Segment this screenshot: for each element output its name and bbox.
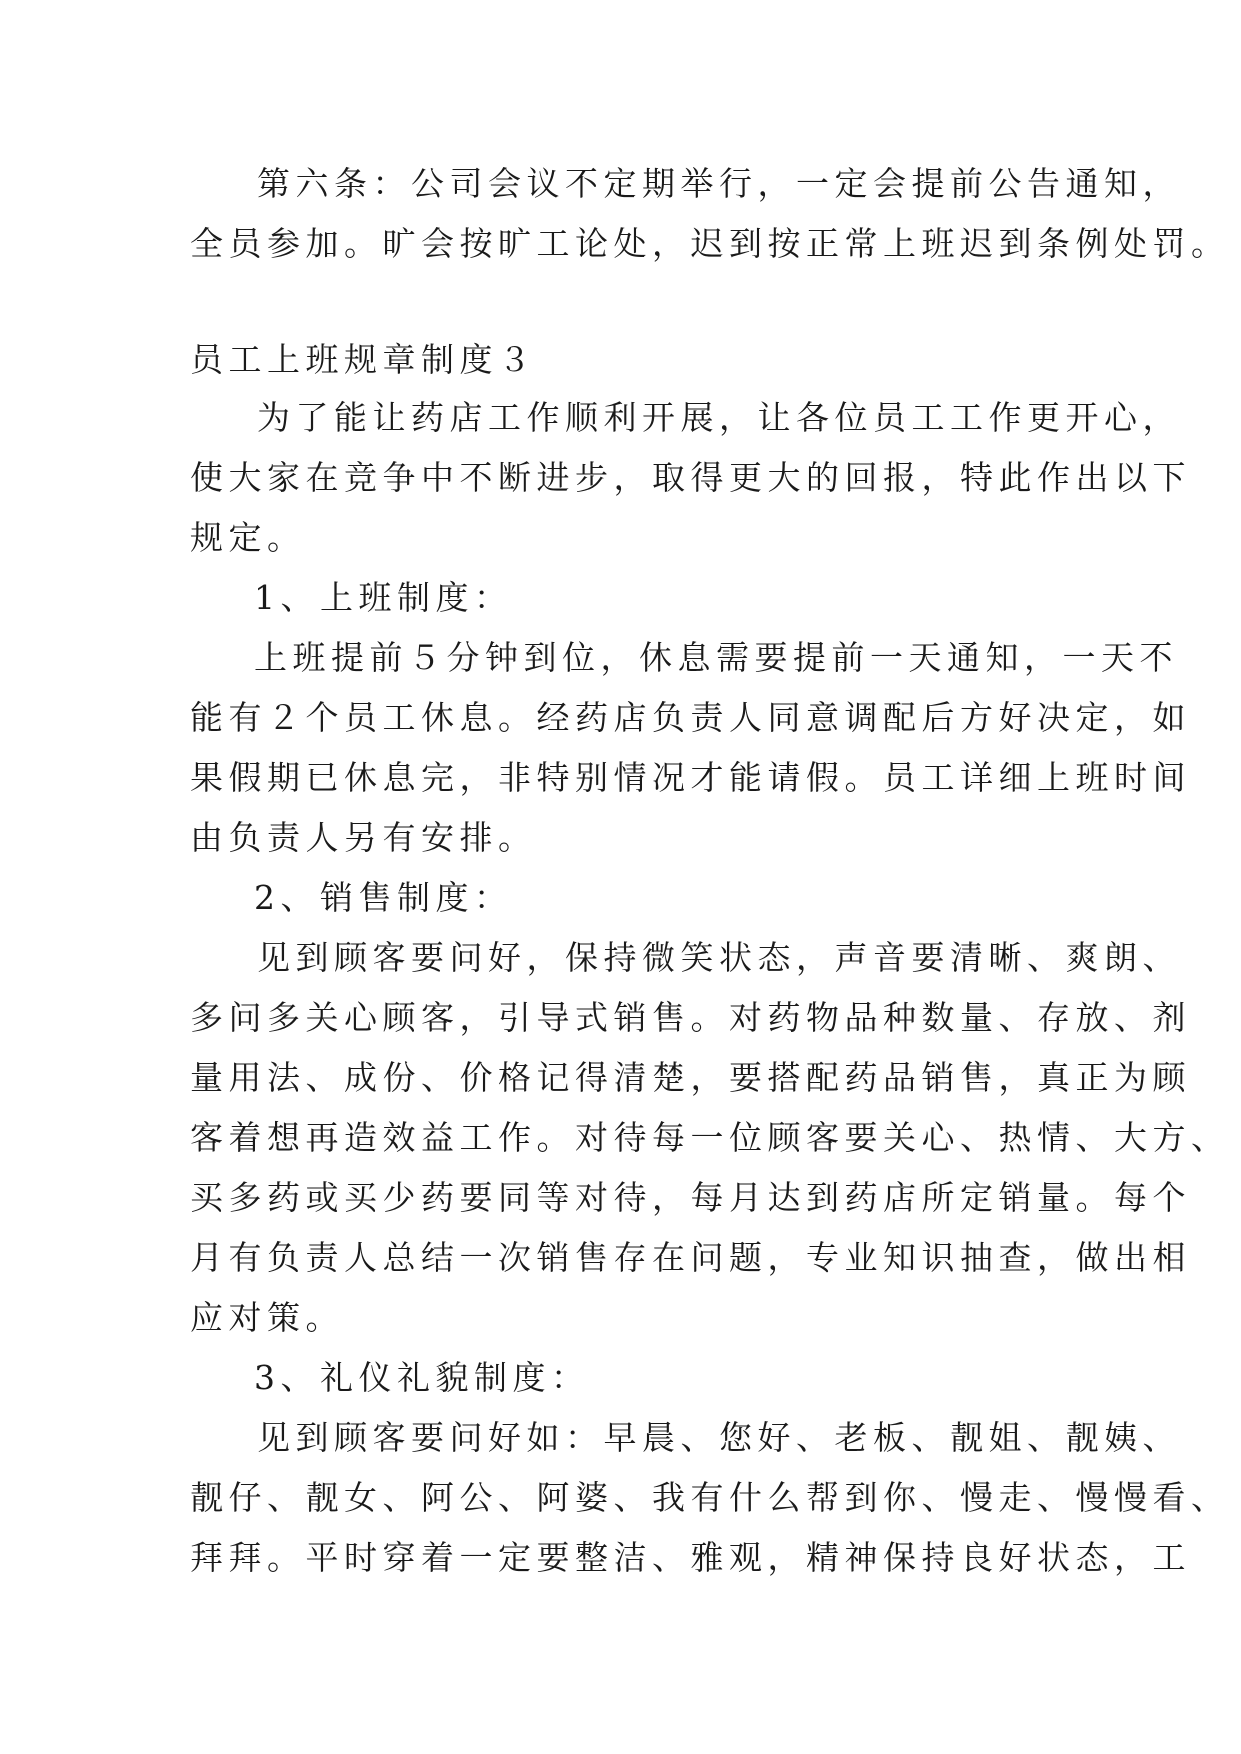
item3-line1: 见到顾客要问好如：早晨、您好、老板、靓姐、靓姨、 [257, 1418, 1181, 1457]
item1-line3: 果假期已休息完，非特别情况才能请假。员工详细上班时间 [190, 758, 1191, 797]
article6-line2: 全员参加。旷会按旷工论处，迟到按正常上班迟到条例处罚。 [190, 224, 1230, 263]
intro-line2: 使大家在竞争中不断进步，取得更大的回报，特此作出以下 [190, 458, 1191, 497]
item2-line7: 应对策。 [190, 1298, 344, 1337]
item2-title: 销售制度： [320, 878, 513, 917]
item2-line5: 买多药或买少药要同等对待，每月达到药店所定销量。每个 [190, 1178, 1191, 1217]
item2-line4: 客着想再造效益工作。对待每一位顾客要关心、热情、大方、 [190, 1118, 1230, 1157]
item2-number: 2、 [254, 878, 319, 917]
item2-line6: 月有负责人总结一次销售存在问题，专业知识抽查，做出相 [190, 1238, 1191, 1277]
item1-number: 1、 [254, 578, 319, 617]
item3-line3: 拜拜。平时穿着一定要整洁、雅观，精神保持良好状态，工 [190, 1538, 1191, 1577]
article6-line1: 第六条：公司会议不定期举行，一定会提前公告通知， [257, 164, 1181, 203]
intro-line3: 规定。 [190, 518, 306, 557]
item2-line3: 量用法、成份、价格记得清楚，要搭配药品销售，真正为顾 [190, 1058, 1191, 1097]
item2-line1: 见到顾客要问好，保持微笑状态，声音要清晰、爽朗、 [257, 938, 1181, 977]
item1-line4: 由负责人另有安排。 [190, 818, 537, 857]
item2-line2: 多问多关心顾客，引导式销售。对药物品种数量、存放、剂 [190, 998, 1191, 1037]
intro-line1: 为了能让药店工作顺利开展，让各位员工工作更开心， [257, 398, 1181, 437]
item3-title: 礼仪礼貌制度： [320, 1358, 590, 1397]
item1-line2: 能有２个员工休息。经药店负责人同意调配后方好决定，如 [190, 698, 1191, 737]
item3-line2: 靓仔、靓女、阿公、阿婆、我有什么帮到你、慢走、慢慢看、 [190, 1478, 1230, 1517]
item3-number: 3、 [254, 1358, 319, 1397]
item1-line1: 上班提前５分钟到位，休息需要提前一天通知，一天不 [254, 638, 1178, 677]
section-title: 员工上班规章制度３ [190, 340, 537, 379]
item1-title: 上班制度： [320, 578, 513, 617]
